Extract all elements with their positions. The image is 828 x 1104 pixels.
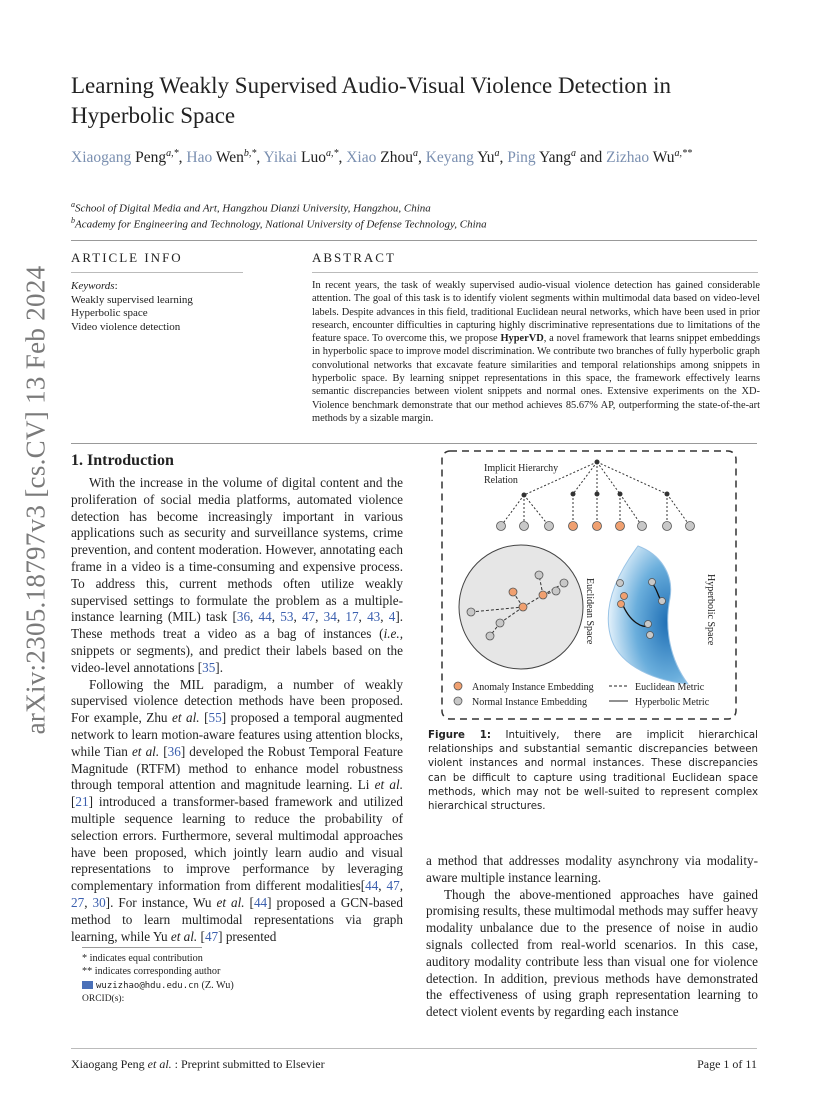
euclidean-space-label: Euclidean Space (584, 578, 595, 645)
arxiv-id: arXiv:2305.18797v3 [cs.CV] 13 Feb 2024 (20, 265, 51, 735)
method-name: HyperVD (500, 333, 544, 345)
abstract-rule (312, 272, 758, 273)
citation-link[interactable]: 47 (386, 878, 400, 894)
citation-link[interactable]: 36 (236, 609, 251, 625)
paragraph: Though the above-mentioned approaches have gained promising results, these multimodal methods may suffer heavy modality unbalance due to the presence of noise in audio signals collected from real-world scenarios. In this case, auditory modality contribute less than visual one for violence detection. In addition, previous methods have demonstrated the effectiveness of using graph representation learning to detect violent events by regarding each instance (426, 886, 758, 1020)
citation-link[interactable]: 4 (388, 609, 396, 625)
citation-link[interactable]: 47 (204, 928, 219, 944)
author-name: Xiao Zhou$^a$ (346, 148, 418, 167)
footnotes: * indicates equal contribution ** indicates corresponding author wuzizhao@hdu.edu.cn (Z. Wu) ORCID(s): (82, 952, 332, 1007)
author-name: Ping Yang$^a$ (507, 148, 576, 167)
email-link[interactable]: wuzizhao@hdu.edu.cn (96, 980, 199, 991)
hierarchy-label-2: Relation (484, 475, 518, 486)
keywords-label: Keywords (71, 280, 115, 292)
legend-euclid-label: Euclidean Metric (635, 682, 705, 693)
author-name: Hao Wen$^{b,*}$ (186, 148, 257, 167)
caption-label: Figure 1: (428, 730, 491, 741)
header-divider (71, 240, 757, 241)
footer-left: Xiaogang Peng et al. : Preprint submitted to Elsevier (71, 1057, 325, 1071)
citation-link[interactable]: 35 (202, 659, 216, 675)
citation-link[interactable]: 34 (323, 609, 337, 625)
author-name: Yikai Luo$^{a,*}$ (263, 148, 339, 167)
citation-link[interactable]: 53 (280, 609, 294, 625)
mail-icon (82, 981, 93, 989)
article-info-rule (71, 272, 243, 273)
section-heading: 1. Introduction (71, 452, 174, 469)
citation-link[interactable]: 43 (367, 609, 381, 625)
citation-link[interactable]: 30 (92, 894, 106, 910)
keyword-item: Hyperbolic space (71, 307, 148, 319)
legend-anomaly-label: Anomaly Instance Embedding (472, 682, 594, 693)
legend-normal-label: Normal Instance Embedding (472, 697, 587, 708)
citation-link[interactable]: 44 (365, 878, 379, 894)
footer-rule (71, 1048, 757, 1049)
citation-link[interactable]: 47 (301, 609, 316, 625)
author-name: Zizhao $Wu^{a,**}$ (606, 148, 693, 167)
orcid-label: ORCID(s): (82, 994, 125, 1005)
citation-link[interactable]: 55 (208, 710, 222, 726)
footnote-equal: * indicates equal contribution (82, 953, 203, 964)
right-column (426, 853, 758, 1021)
abstract-divider (71, 443, 757, 444)
legend-anomaly-swatch (454, 682, 462, 690)
citation-link[interactable]: 36 (167, 743, 181, 759)
figure-1 (438, 448, 740, 722)
left-column (71, 475, 403, 945)
arxiv-sidebar-stamp (16, 265, 56, 735)
keyword-item: Video violence detection (71, 320, 181, 333)
abstract-heading: ABSTRACT (312, 250, 396, 265)
paper-title: Learning Weakly Supervised Audio-Visual Violence Detection in Hyperbolic Space (71, 73, 672, 128)
legend-normal-swatch (454, 697, 462, 705)
citation-link[interactable]: 44 (253, 894, 268, 910)
hyperbolic-space-label: Hyperbolic Space (705, 574, 716, 646)
page-number: Page 1 of 11 (697, 1057, 757, 1071)
paragraph: With the increase in the volume of digital content and the proliferation of social media platforms, automated violence detection has become increasingly important in various applications such as security and surveillance systems, crime prevention, and content moderation. However, annotating each frame in a video is a time-consuming and expensive process. To address this, current methods often utilize weakly supervised settings to formulate the problem as a multiple-instance learning (MIL) task [36, 44, 53, 47, 34, 17, 43, 4]. These methods treat a video as a bag of instances (i.e., snippets or segments), and predict their labels based on the video-level annotations [35]. (71, 475, 404, 675)
paragraph: Following the MIL paradigm, a number of weakly supervised violence detection methods have been proposed. For example, Zhu et al. [55] proposed a temporal augmented network to learn motion-aware features using attention blocks, while Tian et al. [36] developed the Robust Temporal Feature Magnitude (RTFM) method to enhance model robustness through temporal attention and magnitude learning. Li et al. [21] introduced a transformer-based framework and utilized multiple sequence learning to reduce the probability of selection errors. Furthermore, several multimodal approaches have been proposed, which jointly learn audio and visual representations to improve performance by leveraging complementary information from different modalities[44, 47, 27, 30]. For instance, Wu et al. [44] proposed a GCN-based method to learn multimodal representations via graph learning, while Yu et al. [47] presented (71, 676, 403, 944)
author-list: Xiaogang Peng$^{a,*}$, Hao Wen$^{b,*}$, Yikai Luo$^{a,*}$, Xiao Zhou$^a$, Keyang Yu$^a$, Ping Yang$^a$ and Zizhao $Wu^{a,**}$ (71, 148, 693, 167)
keyword-item: Weakly supervised learning (71, 293, 193, 306)
footnote-corresponding: ** indicates corresponding author (82, 966, 221, 978)
hyperbolic-surface (608, 546, 688, 684)
hierarchy-label-1: Implicit Hierarchy (484, 463, 559, 474)
figure-caption: Figure 1: Intuitively, there are implicit hierarchical relationships and substantial semantic discrepancies between violent instances and normal instances. These discrepancies can be difficult to capture using traditional Euclidean space methods, which may not be well-suited to represent complex hierarchical structures. (428, 730, 758, 813)
legend-hyper-label: Hyperbolic Metric (635, 697, 710, 708)
author-name: Xiaogang Peng$^{a,*}$ (71, 148, 179, 167)
footnote-rule (82, 947, 202, 948)
affiliation-a: $^a$School of Digital Media and Art, Hangzhou Dianzi University, Hangzhou, China (71, 200, 431, 215)
citation-link[interactable]: 44 (258, 609, 272, 625)
citation-link[interactable]: 17 (345, 609, 359, 625)
paragraph: a method that addresses modality asynchrony via modality-aware multiple instance learning. (426, 853, 758, 885)
citation-link[interactable]: 27 (71, 894, 85, 910)
abstract-text: In recent years, the task of weakly supervised audio-visual violence detection has gained considerable attention. The goal of this task is to identify violent segments within multimodal data based on video-level labels. Despite advances in this field, traditional Euclidean neural networks, which have been used in prior research, encounter difficulties in capturing highly discriminative representations due to limitations of the feature space. To overcome this, we propose HyperVD, a novel framework that learns snippet embeddings in hyperbolic space to improve model discrimination. We contribute two branches of fully hyperbolic graph convolutional networks that excavate feature similarities and temporal relationships among snippets in hyperbolic space. By learning snippet representations in this space, the framework effectively learns semantic discrepancies between violent snippets and normal ones. Extensive experiments on the XD-Violence benchmark demonstrate that our method achieves 85.67% AP, outperforming the state-of-the-art methods by a sizable margin. (312, 280, 760, 424)
citation-link[interactable]: 21 (75, 794, 89, 810)
keywords-block: Keywords: Weakly supervised learning Hyperbolic space Video violence detection (71, 280, 246, 334)
article-info-heading: ARTICLE INFO (71, 250, 183, 265)
hierarchy-leaf-nodes (497, 522, 695, 531)
author-name: Keyang Yu$^a$ (425, 148, 500, 167)
affiliation-b: $^b$Academy for Engineering and Technology, National University of Defense Technology, China (71, 216, 487, 231)
